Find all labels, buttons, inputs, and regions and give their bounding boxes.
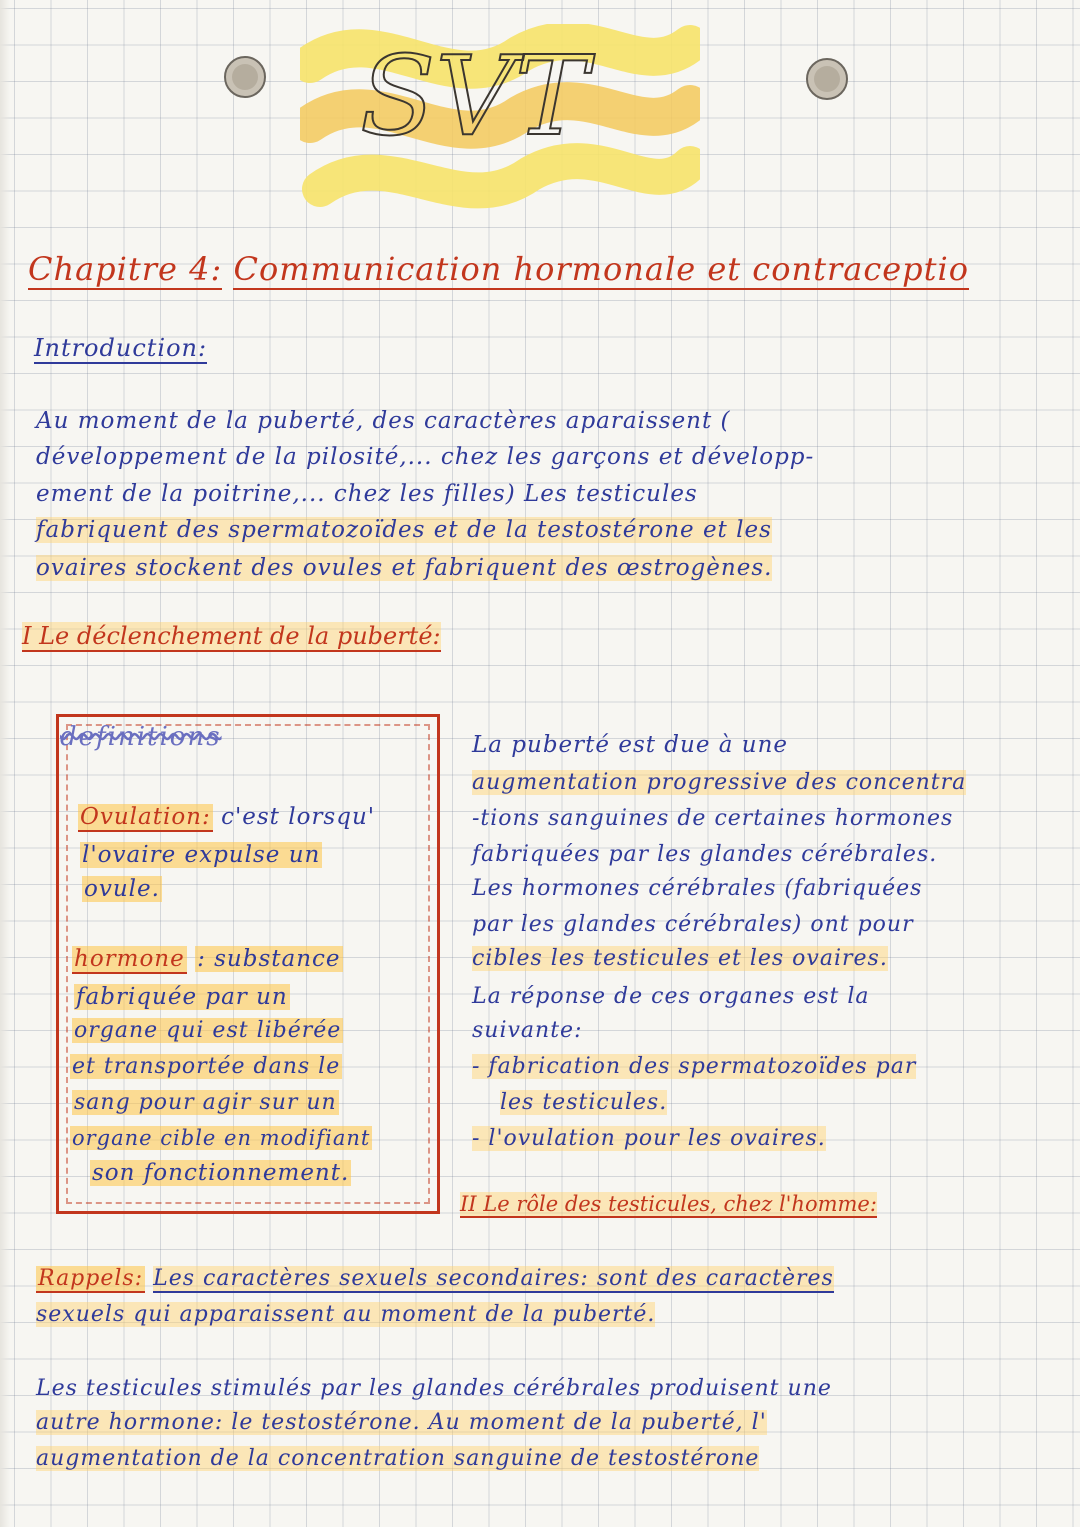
definitions-title: definitions	[60, 722, 222, 752]
chapter-title	[28, 250, 969, 288]
hormone-line: fabriquée par un	[76, 984, 288, 1010]
testicules-line: augmentation de la concentration sanguine de testostérone	[36, 1446, 760, 1471]
puberty-line: par les glandes cérébrales) ont pour	[472, 912, 914, 937]
section-1-heading: I Le déclenchement de la puberté:	[22, 622, 441, 650]
binder-hole-right	[806, 58, 848, 100]
section-2-heading: II Le rôle des testicules, chez l'homme:	[460, 1192, 877, 1216]
ovulation-definition: Ovulation: c'est lorsqu'	[80, 804, 376, 830]
chapter-number: Chapitre 4:	[28, 250, 223, 288]
puberty-line: les testicules.	[500, 1090, 668, 1115]
svt-logo	[300, 24, 700, 244]
svt-logo-text: SVT	[360, 32, 589, 160]
rappels-label: Rappels:	[38, 1266, 144, 1291]
puberty-line: cibles les testicules et les ovaires.	[472, 946, 888, 971]
ovulation-line: l'ovaire expulse un	[82, 842, 321, 868]
hormone-definition: hormone : substance	[74, 946, 341, 972]
intro-line: développement de la pilosité,... chez les garçons et développ-	[36, 444, 815, 470]
puberty-line: La réponse de ces organes est la	[472, 984, 870, 1009]
testicules-line: Les testicules stimulés par les glandes cérébrales produisent une	[36, 1376, 832, 1401]
intro-line: fabriquent des spermatozoïdes et de la testostérone et les	[36, 517, 772, 543]
testicules-line: autre hormone: le testostérone. Au moment de la puberté, l'	[36, 1410, 767, 1435]
puberty-line: -tions sanguines de certaines hormones	[472, 806, 954, 831]
hormone-line: et transportée dans le	[72, 1054, 341, 1079]
rappels-line-2: sexuels qui apparaissent au moment de la puberté.	[36, 1302, 656, 1327]
intro-line: ement de la poitrine,... chez les filles) Les testicules	[36, 481, 698, 507]
ovulation-term: Ovulation:	[80, 804, 211, 830]
puberty-line: Les hormones cérébrales (fabriquées	[472, 876, 923, 901]
puberty-line: suivante:	[472, 1018, 583, 1043]
hormone-line: sang pour agir sur un	[74, 1090, 337, 1115]
ovulation-line: ovule.	[84, 876, 160, 902]
binder-hole-left	[224, 56, 266, 98]
puberty-line: La puberté est due à une	[472, 732, 789, 758]
chapter-name: Communication hormonale et contraceptio	[233, 250, 970, 288]
hormone-line: organe qui est libérée	[74, 1018, 342, 1043]
hormone-line: son fonctionnement.	[92, 1160, 350, 1186]
puberty-line: augmentation progressive des concentra	[472, 770, 967, 795]
rappels-line: Rappels: Les caractères sexuels secondaires: sont des caractères	[38, 1266, 834, 1291]
page-edge	[0, 0, 10, 1527]
puberty-line: - fabrication des spermatozoïdes par	[472, 1054, 917, 1079]
puberty-line: fabriquées par les glandes cérébrales.	[472, 842, 938, 867]
hormone-line: organe cible en modifiant	[72, 1126, 371, 1150]
intro-line: ovaires stockent des ovules et fabriquent des œstrogènes.	[36, 555, 773, 581]
intro-heading: Introduction:	[34, 334, 208, 362]
hormone-term: hormone	[74, 946, 185, 972]
intro-line: Au moment de la puberté, des caractères aparaissent (	[36, 408, 731, 434]
puberty-line: - l'ovulation pour les ovaires.	[472, 1126, 826, 1151]
